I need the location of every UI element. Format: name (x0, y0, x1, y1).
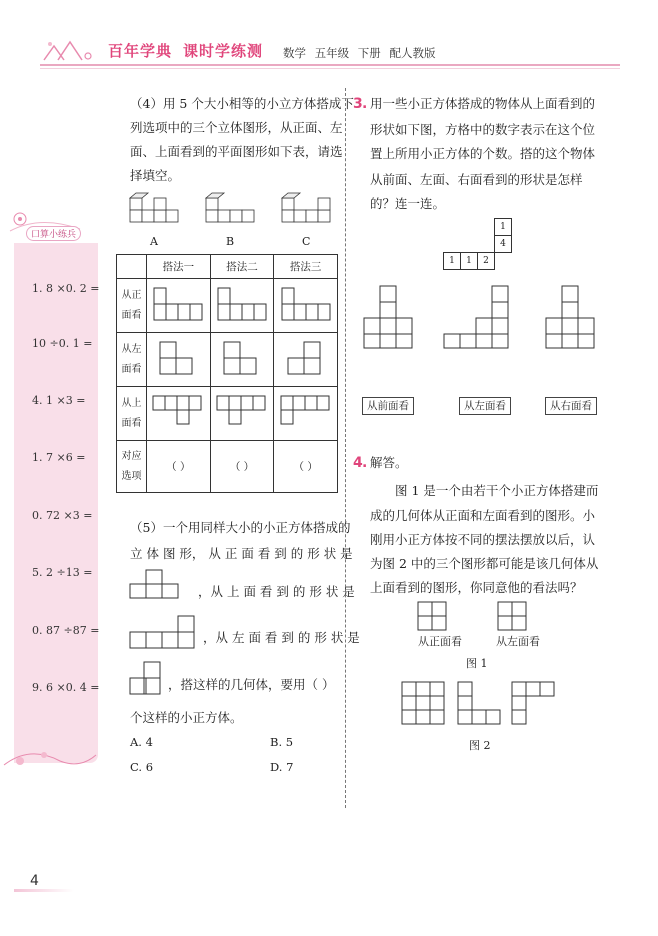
top-view-1 (147, 387, 211, 441)
q3-line: 从前面、左面、右面看到的形状是怎样 (370, 172, 583, 187)
grid-cell: 4 (494, 235, 512, 253)
front-view-3 (274, 279, 338, 333)
q5-line: ，搭这样的几何体，要用（ ） (168, 677, 335, 692)
page-number: 4 (30, 873, 39, 889)
match-front-view[interactable]: 从前面看 (362, 397, 414, 415)
sidebar-item: 10 ÷0. 1 = (32, 337, 93, 350)
figure-1-shapes (414, 600, 554, 634)
q3-line: 的？连一连。 (370, 196, 446, 211)
match-left-view[interactable]: 从左面看 (459, 397, 511, 415)
choice-a[interactable]: A. 4 (130, 735, 153, 749)
q4-line: 择填空。 (130, 168, 181, 183)
q3-line: 置上所用小正方体的个数。搭的这个物体 (370, 146, 596, 161)
choice-c[interactable]: C. 6 (130, 760, 154, 774)
sidebar-item: 9. 6 ×0. 4 = (32, 681, 100, 694)
question-dot: . (362, 96, 368, 112)
q4-line: 列选项中的三个立体图形，从正面、左 (130, 120, 343, 135)
header-divider-thin (40, 68, 620, 69)
row-label: 对应 选项 (117, 441, 147, 493)
cube-figure-a (130, 193, 178, 222)
front-view-2 (210, 279, 274, 333)
q5-line: 立 体 图 形， 从 正 面 看 到 的 形 状 是 (130, 546, 353, 561)
question-number: 4 (353, 455, 363, 471)
option-label: C (302, 235, 311, 248)
sidebar-item: 4. 1 ×3 = (32, 394, 86, 407)
q5-line: ，从 上 面 看 到 的 形 状 是 (198, 584, 355, 599)
q5-top-view (128, 614, 204, 654)
left-view-3 (274, 333, 338, 387)
q4-line: 面、上面看到的平面图形如下表，请选 (130, 144, 343, 159)
ribbon-decoration-icon (0, 735, 100, 775)
q5-line: （5）一个用同样大小的小正方体搭成的 (130, 520, 351, 535)
row-label: 从上 面看 (117, 387, 147, 441)
sidebar-item: 1. 8 ×0. 2 = (32, 282, 100, 295)
q3-view-shapes (360, 284, 640, 350)
figure-1-caption: 图 1 (466, 657, 488, 670)
choice-b[interactable]: B. 5 (270, 735, 294, 749)
front-view-1 (147, 279, 211, 333)
sidebar-tag: 口算小练兵 (26, 226, 81, 241)
grid-cell: 1 (494, 218, 512, 236)
q4b-line: 成的几何体从正面和左面看到的图形。小 (370, 508, 596, 523)
q3-line: 形状如下图，方格中的数字表示在这个位 (370, 122, 596, 137)
q5-front-view (128, 568, 198, 608)
page-header (0, 0, 658, 70)
sidebar-item: 5. 2 ÷13 = (32, 566, 93, 579)
sidebar-item: 0. 72 ×3 = (32, 509, 93, 522)
top-view-3 (274, 387, 338, 441)
q4-line: （4）用 5 个大小相等的小立方体搭成下 (130, 96, 354, 111)
row-label: 从左 面看 (117, 333, 147, 387)
option-label: A (150, 235, 158, 248)
match-right-view[interactable]: 从右面看 (545, 397, 597, 415)
cube-figure-c (282, 193, 330, 222)
left-view-2 (210, 333, 274, 387)
option-label: B (226, 235, 235, 248)
grid-cell: 2 (477, 252, 495, 270)
grid-cell: 1 (460, 252, 478, 270)
sidebar-item: 0. 87 ÷87 = (32, 624, 100, 637)
figure-2-shapes (398, 680, 568, 730)
cube-figure-b (206, 193, 254, 222)
top-view-2 (210, 387, 274, 441)
table-header: 搭法一 (147, 255, 211, 279)
question-dot: . (362, 455, 368, 471)
question-number: 3 (353, 96, 363, 112)
header-divider (40, 64, 620, 66)
answer-blank[interactable]: （ ） (274, 441, 338, 493)
book-meta: 数学 五年级 下册 配人教版 (283, 46, 436, 60)
q3-line: 用一些小正方体搭成的物体从上面看到的 (370, 96, 596, 111)
answer-blank[interactable]: （ ） (210, 441, 274, 493)
cube-figures (126, 192, 346, 232)
figure-2-caption: 图 2 (469, 739, 491, 752)
q4b-line: 刚用小正方体按不同的摆法摆放以后，认 (370, 532, 596, 547)
choice-d[interactable]: D. 7 (270, 760, 294, 774)
column-divider (345, 88, 346, 808)
series-title: 课时学练测 (183, 42, 264, 60)
left-view-1 (147, 333, 211, 387)
fig1-left-label: 从左面看 (496, 635, 540, 648)
q4b-line: 图 1 是一个由若干个小正方体搭建而 (395, 483, 599, 498)
house-logo-icon (40, 38, 100, 66)
q5-left-view (128, 660, 168, 700)
q4b-line: 为图 2 中的三个图形都可能是该几何体从 (370, 556, 599, 571)
table-corner (117, 255, 147, 279)
brand-name: 百年学典 (108, 42, 173, 60)
page-number-bar (14, 889, 74, 892)
row-label: 从正 面看 (117, 279, 147, 333)
fig1-front-label: 从正面看 (418, 635, 462, 648)
q4b-title: 解答。 (370, 455, 408, 470)
q5-line: ，从 左 面 看 到 的 形 状 是 (203, 630, 360, 645)
answer-blank[interactable]: （ ） (147, 441, 211, 493)
sidebar-item: 1. 7 ×6 = (32, 451, 86, 464)
q4b-line: 上面看到的图形，你同意他的看法吗？ (370, 580, 583, 595)
views-table (116, 254, 338, 493)
grid-cell: 1 (443, 252, 461, 270)
table-header: 搭法三 (274, 255, 338, 279)
table-header: 搭法二 (210, 255, 274, 279)
q5-line: 个这样的小正方体。 (130, 710, 243, 725)
